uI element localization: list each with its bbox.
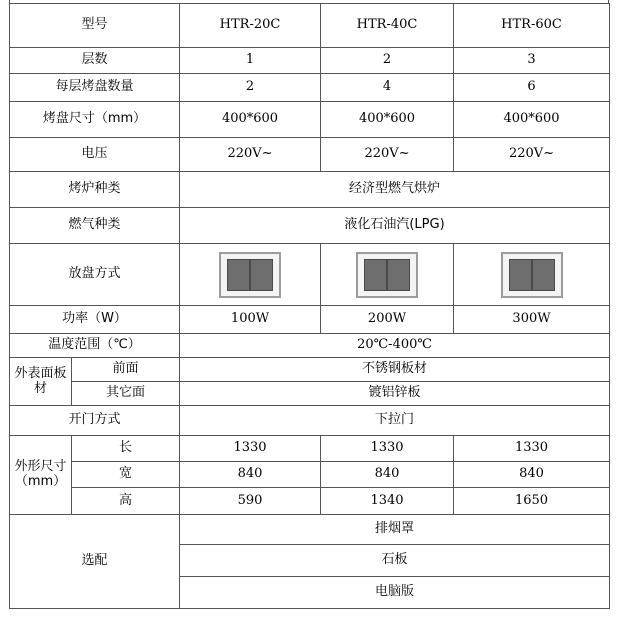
trays-per-layer-label: 每层烤盘数量 — [10, 74, 180, 102]
length-value: 1330 — [180, 436, 321, 462]
table-row — [10, 334, 610, 358]
table-row — [10, 138, 610, 172]
tray-method-cell — [454, 244, 610, 306]
tray-size-value: 400*600 — [321, 102, 454, 138]
options-label: 选配 — [10, 515, 180, 609]
spec-table — [9, 3, 610, 609]
model-60c: HTR-60C — [454, 4, 610, 48]
tray-pane — [387, 259, 410, 291]
surface-other-label: 其它面 — [72, 382, 180, 406]
table-row — [10, 358, 610, 382]
length-label: 长 — [72, 436, 180, 462]
trays-per-layer-value: 6 — [454, 74, 610, 102]
table-row — [10, 208, 610, 244]
trays-per-layer-value: 2 — [180, 74, 321, 102]
tray-method-cell — [180, 244, 321, 306]
temp-range-label: 温度范围（℃） — [10, 334, 180, 358]
tray-rack-icon — [356, 252, 418, 298]
tray-size-value: 400*600 — [454, 102, 610, 138]
voltage-label: 电压 — [10, 138, 180, 172]
tray-rack-icon — [219, 252, 281, 298]
layers-value: 3 — [454, 48, 610, 74]
tray-pane — [227, 259, 250, 291]
surface-other-value: 镀铝锌板 — [180, 382, 610, 406]
power-value: 200W — [321, 306, 454, 334]
voltage-value: 220V~ — [454, 138, 610, 172]
table-row — [10, 4, 610, 48]
tray-pane — [364, 259, 387, 291]
tray-pane — [509, 259, 532, 291]
table-row — [10, 382, 610, 406]
model-40c: HTR-40C — [321, 4, 454, 48]
surface-front-value: 不锈钢板材 — [180, 358, 610, 382]
table-row — [10, 172, 610, 208]
power-value: 300W — [454, 306, 610, 334]
table-row — [10, 515, 610, 545]
model-20c: HTR-20C — [180, 4, 321, 48]
height-value: 1340 — [321, 488, 454, 515]
tray-size-value: 400*600 — [180, 102, 321, 138]
table-row — [10, 462, 610, 488]
surface-front-label: 前面 — [72, 358, 180, 382]
power-label: 功率（W） — [10, 306, 180, 334]
oven-type-value: 经济型燃气烘炉 — [180, 172, 610, 208]
height-value: 1650 — [454, 488, 610, 515]
option-item: 石板 — [180, 545, 610, 577]
table-row — [10, 306, 610, 334]
trays-per-layer-value: 4 — [321, 74, 454, 102]
table-row — [10, 102, 610, 138]
model-label: 型号 — [10, 4, 180, 48]
door-value: 下拉门 — [180, 406, 610, 436]
width-value: 840 — [180, 462, 321, 488]
layers-value: 2 — [321, 48, 454, 74]
table-row — [10, 244, 610, 306]
layers-label: 层数 — [10, 48, 180, 74]
oven-type-label: 烤炉种类 — [10, 172, 180, 208]
voltage-value: 220V~ — [321, 138, 454, 172]
tray-pane — [532, 259, 555, 291]
table-row — [10, 488, 610, 515]
layers-value: 1 — [180, 48, 321, 74]
height-value: 590 — [180, 488, 321, 515]
tray-size-label: 烤盘尺寸（mm） — [10, 102, 180, 138]
height-label: 高 — [72, 488, 180, 515]
tray-pane — [250, 259, 273, 291]
gas-type-value: 液化石油汽(LPG) — [180, 208, 610, 244]
option-item: 排烟罩 — [180, 515, 610, 545]
table-row — [10, 436, 610, 462]
width-value: 840 — [454, 462, 610, 488]
temp-range-value: 20℃-400℃ — [180, 334, 610, 358]
table-row — [10, 406, 610, 436]
width-value: 840 — [321, 462, 454, 488]
tray-method-cell — [321, 244, 454, 306]
tray-method-label: 放盘方式 — [10, 244, 180, 306]
voltage-value: 220V~ — [180, 138, 321, 172]
surface-label: 外表面板材 — [10, 358, 72, 406]
width-label: 宽 — [72, 462, 180, 488]
length-value: 1330 — [321, 436, 454, 462]
table-row — [10, 48, 610, 74]
table-row — [10, 74, 610, 102]
power-value: 100W — [180, 306, 321, 334]
dimensions-label: 外形尺寸（mm） — [10, 436, 72, 515]
tray-rack-icon — [501, 252, 563, 298]
gas-type-label: 燃气种类 — [10, 208, 180, 244]
option-item: 电脑版 — [180, 577, 610, 609]
door-label: 开门方式 — [10, 406, 180, 436]
length-value: 1330 — [454, 436, 610, 462]
